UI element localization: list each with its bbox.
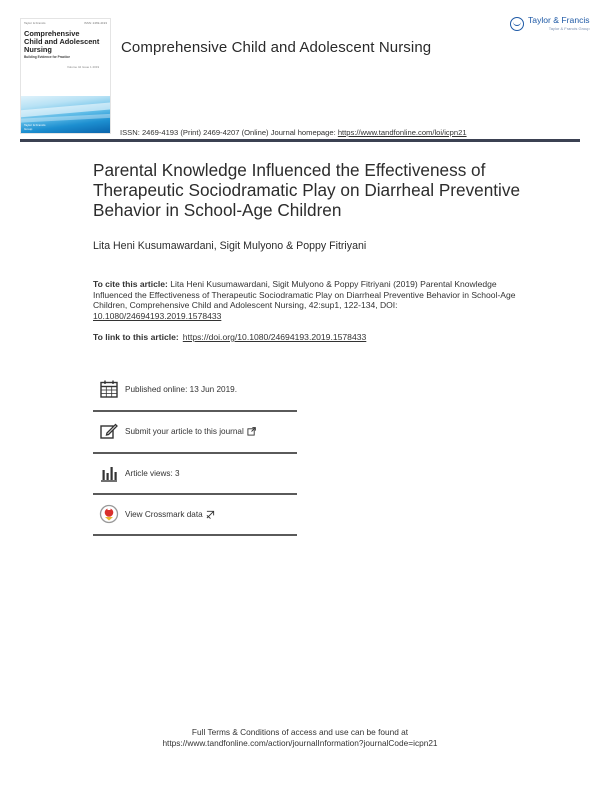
cover-corner-right: ISSN: 2469-4193 [83, 21, 107, 25]
crossmark-external-icon [206, 510, 215, 519]
journal-homepage-link[interactable]: https://www.tandfonline.com/loi/icpn21 [337, 128, 467, 137]
citation-text: Lita Heni Kusumawardani, Sigit Mulyono & Poppy Fitriyani (2019) Parental Knowledge Influenced the Effectiveness of Therapeutic Sociodramatic Play on Diarrheal Preventive Behavior in School-Age Children, Comprehensive Child and Adolescent Nursing, 42:sup1, 122-134, DOI: [93, 279, 516, 311]
cover-title-line: Nursing [24, 45, 52, 54]
issn-text: ISSN: 2469-4193 (Print) 2469-4207 (Online) Journal homepage: [120, 128, 338, 137]
journal-cover [20, 18, 111, 134]
article-doi-url[interactable]: https://doi.org/10.1080/24694193.2019.1578433 [182, 332, 367, 342]
article-link-label: To link to this article: [93, 332, 179, 342]
cover-footer-line: Group [24, 126, 33, 131]
cover-footer-line: Taylor & Francis [24, 123, 46, 127]
terms-text: Full Terms & Conditions of access and use can be found at [191, 727, 409, 737]
published-row [93, 369, 297, 409]
published-date: Published online: 13 Jun 2019. [125, 384, 237, 394]
cover-footer [24, 124, 46, 131]
header-divider [20, 139, 580, 142]
article-views-count: Article views: 3 [125, 468, 180, 478]
cover-volume: Volume 42 Issue 1 2019 [67, 65, 100, 69]
submit-article-link[interactable]: Submit your article to this journal [125, 426, 244, 436]
issn-line [120, 128, 467, 137]
citation-doi-link[interactable]: 10.1080/24694193.2019.1578433 [93, 310, 222, 321]
article-title: Parental Knowledge Influenced the Effectiveness of Therapeutic Sociodramatic Play on Diarrheal Preventive Behavior in School-Age Children [93, 160, 521, 220]
terms-link[interactable]: https://www.tandfonline.com/action/journalInformation?journalCode=icpn21 [162, 738, 438, 748]
crossmark-icon [98, 503, 120, 525]
article-link-line [93, 332, 366, 342]
info-divider [93, 534, 297, 536]
crossmark-link[interactable]: View Crossmark data [125, 509, 203, 519]
calendar-icon [98, 378, 120, 400]
journal-title: Comprehensive Child and Adolescent Nursing [121, 39, 432, 56]
bar-chart-icon [98, 462, 120, 484]
publisher-logo-icon [510, 17, 524, 31]
cover-title-line: Child and Adolescent [24, 37, 100, 46]
article-authors: Lita Heni Kusumawardani, Sigit Mulyono & Poppy Fitriyani [93, 240, 367, 252]
citation-block [93, 279, 523, 321]
cover-title-line: Comprehensive [24, 29, 80, 38]
crossmark-row[interactable] [93, 494, 297, 534]
publisher-logo[interactable] [510, 16, 590, 31]
cover-corner-left: Taylor & Francis [24, 21, 46, 25]
citation-label: To cite this article: [93, 279, 168, 289]
cover-subtitle: Building Evidence for Practice [24, 55, 71, 59]
publisher-brand: Taylor & Francis [528, 15, 590, 25]
edit-icon [98, 420, 120, 442]
submit-article-row[interactable] [93, 411, 297, 451]
cover-title [21, 25, 110, 54]
terms-footer [0, 727, 600, 749]
external-link-icon [247, 427, 256, 436]
publisher-tagline: Taylor & Francis Group [548, 26, 590, 31]
article-views-row [93, 453, 297, 493]
